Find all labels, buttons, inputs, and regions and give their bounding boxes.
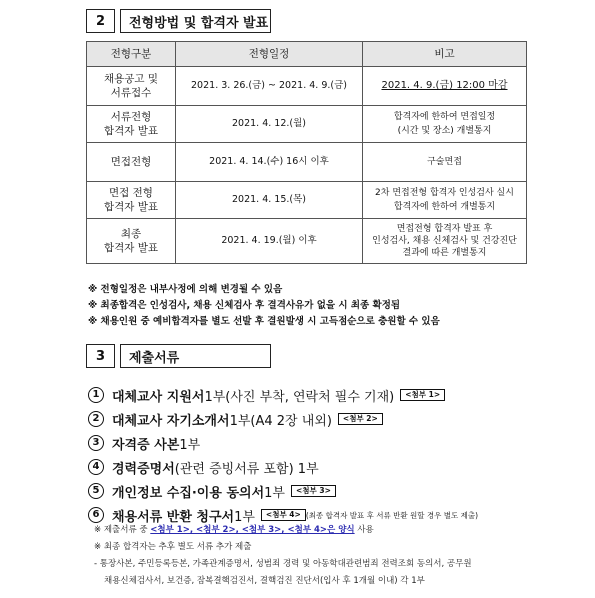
footer-line: ※ 제출서류 중 <첨부 1>, <첨부 2>, <첨부 3>, <첨부 4>은 양식 사용 <box>94 525 374 535</box>
document-detail: 1부 <box>264 485 285 501</box>
document-extra: (최종 합격자 발표 후 서류 반환 원할 경우 별도 제출) <box>305 510 479 520</box>
attachment-tag: <첨부 2> <box>338 413 383 425</box>
footer-line: 채용신체검사서, 보건증, 잠복결핵검진서, 결핵검진 진단서(입사 후 1개월 이내) 각 1부 <box>104 576 425 586</box>
stage-cell: 채용공고 및 서류접수 <box>87 67 176 106</box>
number-badge: 5 <box>88 483 104 499</box>
note-cell: 구술면접 <box>363 143 527 182</box>
table-row <box>87 219 527 264</box>
date-cell: 2021. 4. 19.(월) 이후 <box>176 219 363 264</box>
attachment-tag: <첨부 4> <box>261 509 306 521</box>
date-cell: 2021. 4. 15.(목) <box>176 182 363 219</box>
table-row <box>87 143 527 182</box>
stage-cell: 서류전형 합격자 발표 <box>87 106 176 143</box>
list-item <box>88 431 478 455</box>
table-row <box>87 106 527 143</box>
note-cell: 2차 면접전형 합격자 인성검사 실시 합격자에 한하여 개별통지 <box>363 182 527 219</box>
table-row <box>87 67 527 106</box>
section-title: 전형방법 및 합격자 발표 <box>120 9 271 33</box>
attachment-tag: <첨부 3> <box>291 485 336 497</box>
number-badge: 6 <box>88 507 104 523</box>
schedule-table <box>86 41 527 264</box>
footer-line: ※ 최종 합격자는 추후 별도 서류 추가 제출 <box>94 542 252 552</box>
footer-line: - 통장사본, 주민등록등본, 가족관계증명서, 성범죄 경력 및 아동학대관련범죄 전력조회 동의서, 공무원 <box>94 559 472 569</box>
date-cell: 2021. 4. 12.(월) <box>176 106 363 143</box>
column-header: 비고 <box>363 42 527 67</box>
attachment-highlight: <첨부 1>, <첨부 2>, <첨부 3>, <첨부 4>은 양식 <box>150 525 355 535</box>
document-name: 대체교사 지원서 <box>112 389 205 405</box>
list-item <box>88 455 478 479</box>
document-name: 자격증 사본 <box>112 437 180 453</box>
section-number: 3 <box>86 344 115 368</box>
note-cell: 면접전형 합격자 발표 후 인성검사, 채용 신체검사 및 건강진단 결과에 따른 개별통지 <box>363 219 527 264</box>
number-badge: 2 <box>88 411 104 427</box>
date-cell: 2021. 4. 14.(수) 16시 이후 <box>176 143 363 182</box>
table-row <box>87 182 527 219</box>
document-detail: (관련 증빙서류 포함) 1부 <box>174 461 319 477</box>
document-name: 채용서류 반환 청구서 <box>112 509 235 525</box>
note-cell: 2021. 4. 9.(금) 12:00 마감 <box>363 67 527 106</box>
document-name: 개인정보 수집·이용 동의서 <box>112 485 265 501</box>
document-detail: 1부 <box>179 437 201 453</box>
section-2-header <box>86 9 271 33</box>
document-detail: 1부(A4 2장 내외) <box>229 413 332 429</box>
document-detail: 1부 <box>234 509 255 525</box>
column-header: 전형일정 <box>176 42 363 67</box>
note-line: ※ 최종합격은 인성검사, 채용 신체검사 후 결격사유가 없을 시 최종 확정됨 <box>88 300 401 311</box>
list-item <box>88 479 478 503</box>
section-3-header <box>86 344 271 368</box>
section-number: 2 <box>86 9 115 33</box>
stage-cell: 최종 합격자 발표 <box>87 219 176 264</box>
date-cell: 2021. 3. 26.(금) ~ 2021. 4. 9.(금) <box>176 67 363 106</box>
number-badge: 1 <box>88 387 104 403</box>
stage-cell: 면접 전형 합격자 발표 <box>87 182 176 219</box>
schedule-notes <box>88 282 440 330</box>
document-detail: 1부(사진 부착, 연락처 필수 기재) <box>204 389 395 405</box>
number-badge: 3 <box>88 435 104 451</box>
section-title: 제출서류 <box>120 344 271 368</box>
list-item <box>88 407 478 431</box>
note-cell: 합격자에 한하여 면접일정 (시간 및 장소) 개별통지 <box>363 106 527 143</box>
table-header-row <box>87 42 527 67</box>
column-header: 전형구분 <box>87 42 176 67</box>
note-line: ※ 채용인원 중 예비합격자를 별도 선발 후 결원발생 시 고득점순으로 충원할 수 있음 <box>88 316 440 327</box>
document-name: 경력증명서 <box>112 461 175 477</box>
document-list <box>88 383 478 527</box>
note-line: ※ 전형일정은 내부사정에 의해 변경될 수 있음 <box>88 284 283 295</box>
attachment-tag: <첨부 1> <box>400 389 445 401</box>
footer-notes <box>94 522 472 590</box>
number-badge: 4 <box>88 459 104 475</box>
list-item <box>88 383 478 407</box>
document-name: 대체교사 자기소개서 <box>112 413 230 429</box>
stage-cell: 면접전형 <box>87 143 176 182</box>
